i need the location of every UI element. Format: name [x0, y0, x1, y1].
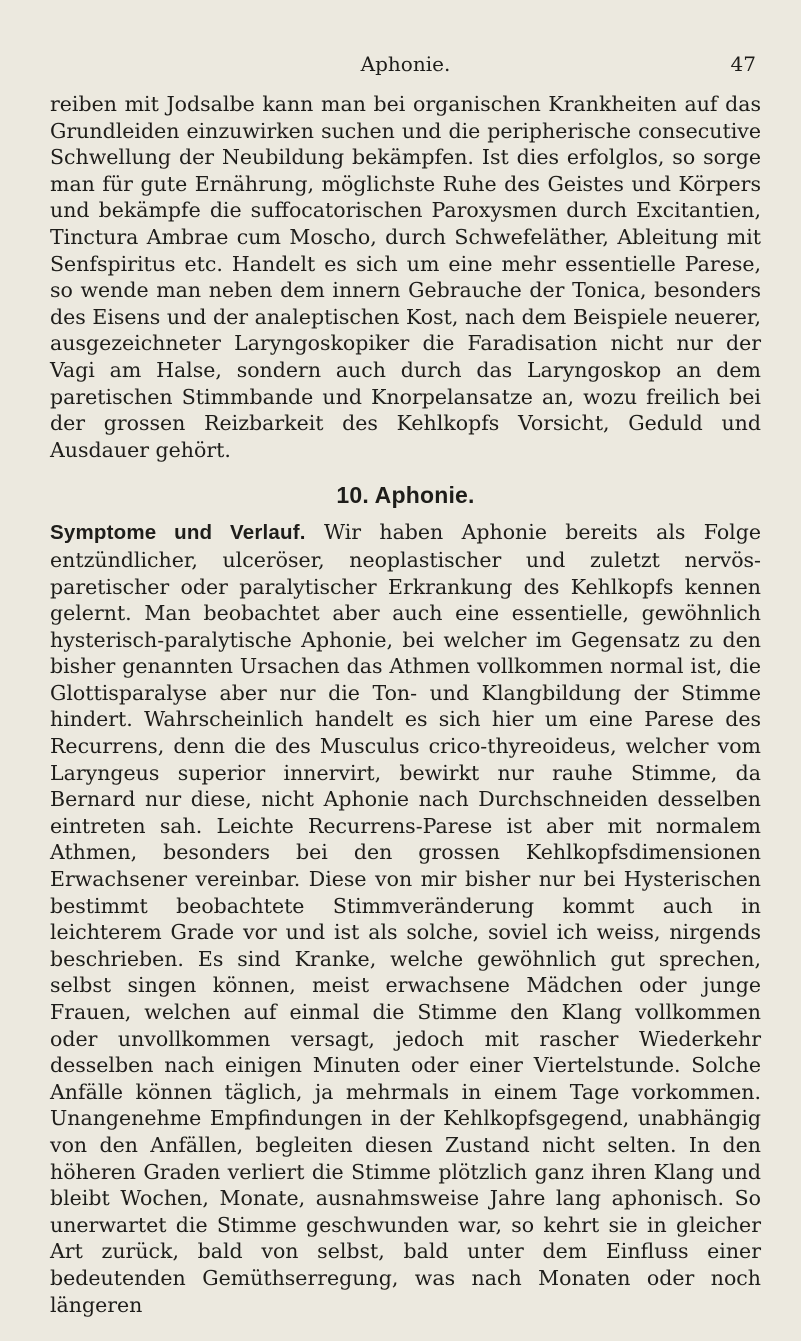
running-head-title: Aphonie.: [360, 52, 451, 76]
section-heading: 10. Aphonie.: [336, 482, 475, 509]
section-paragraph-text: Wir haben Aphonie bereits als Folge entzündlicher, ulceröser, neoplastischer und zuletzt nervös-paretischer oder paralytischer Erkrankung des Kehlkopfs kennen gelernt. Man beobachtet aber auch eine essentielle, gewöhnlich hysterisch-paralytische Aphonie, bei welcher im Gegensatz zu den bisher genannten Ursachen das Athmen vollkommen normal ist, die Glottisparalyse aber nur die Ton- und Klangbildung der Stimme hindert. Wahrscheinlich handelt es sich hier um eine Parese des Recurrens, denn die des Musculus crico-thyreoideus, welcher vom Laryngeus superior innervirt, bewirkt nur rauhe Stimme, da Bernard nur diese, nicht Aphonie nach Durchschneiden desselben eintreten sah. Leichte Recurrens-Parese ist aber mit normalem Athmen, besonders bei den grossen Kehlkopfsdimensionen Erwachsener vereinbar. Diese von mir bisher nur bei Hysterischen bestimmt beobachtete Stimmveränderung kommt auch in leichterem Grade vor und ist als solche, soviel ich weiss, nirgends beschrieben. Es sind Kranke, welche gewöhnlich gut sprechen, selbst singen können, meist erwachsene Mädchen oder junge Frauen, welchen auf einmal die Stimme den Klang vollkommen oder unvollkommen versagt, jedoch mit rascher Wiederkehr desselben nach einigen Minuten oder einer Viertelstunde. Solche Anfälle können täglich, ja mehrmals in einem Tage vorkommen. Unangenehme Empfindungen in der Kehlkopfsgegend, unabhängig von den Anfällen, begleiten diesen Zustand nicht selten. In den höheren Graden verliert die Stimme plötzlich ganz ihren Klang und bleibt Wochen, Monate, ausnahmsweise Jahre lang aphonisch. So unerwartet die Stimme geschwunden war, so kehrt sie in gleicher Art zurück, bald von selbst, bald unter dem Einfluss einer bedeutenden Gemüthserregung, was nach Monaten oder noch längeren: [50, 520, 761, 1317]
continuation-paragraph: reiben mit Jodsalbe kann man bei organischen Krankheiten auf das Grundleiden einzuwirken suchen und die peripherische consecutive Schwellung der Neubildung bekämpfen. Ist dies erfolglos, so sorge man für gute Ernährung, möglichste Ruhe des Geistes und Körpers und bekämpfe die suffocatorischen Paroxysmen durch Excitantien, Tinctura Ambrae cum Moscho, durch Schwefeläther, Ableitung mit Senfspiritus etc. Handelt es sich um eine mehr essentielle Parese, so wende man neben dem innern Gebrauche der Tonica, besonders des Eisens und der analeptischen Kost, nach dem Beispiele neuerer, ausgezeichneter Laryngoskopiker die Faradisation nicht nur der Vagi am Halse, sondern auch durch das Laryngoskop an dem paretischen Stimmbande und Knorpelansatze an, wozu freilich bei der grossen Reizbarkeit des Kehlkopfs Vorsicht, Geduld und Ausdauer gehört.: [50, 92, 761, 462]
running-head: [50, 52, 761, 82]
page-number: 47: [730, 52, 756, 76]
section-paragraph: [50, 519, 761, 1318]
body-text: [50, 91, 761, 1318]
run-in-heading: Symptome und Verlauf.: [50, 521, 306, 545]
